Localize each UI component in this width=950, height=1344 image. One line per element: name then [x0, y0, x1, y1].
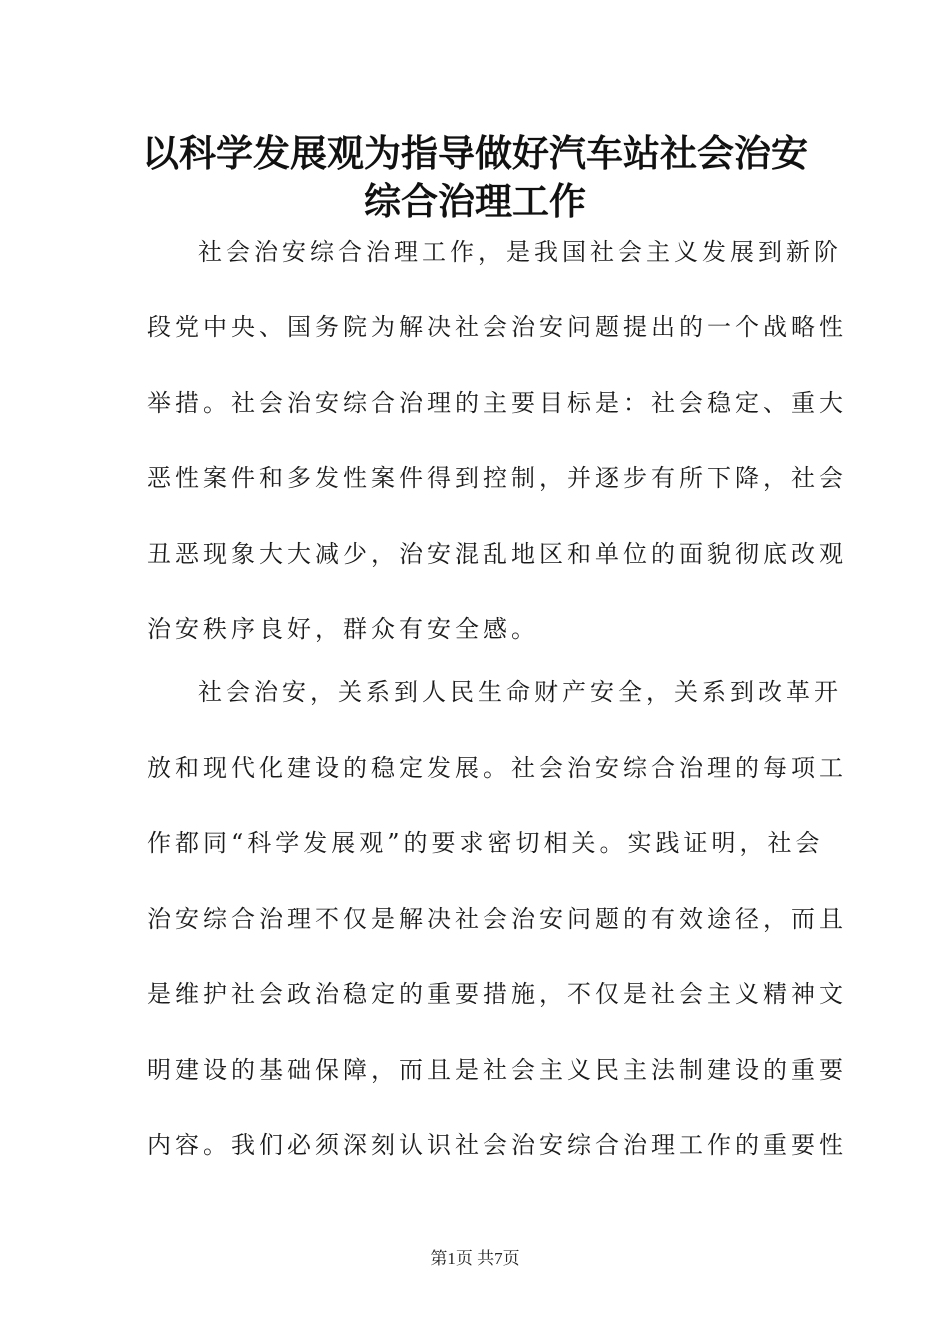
paragraph-2-line-7: 内容。我们必须深刻认识社会治安综合治理工作的重要性 [147, 1131, 847, 1159]
paragraph-1-line-5: 丑恶现象大大减少，治安混乱地区和单位的面貌彻底改观 [147, 540, 847, 568]
page-number-footer: 第1页 共7页 [430, 1249, 520, 1268]
paragraph-1-line-1: 社会治安综合治理工作，是我国社会主义发展到新阶 [198, 238, 842, 266]
paragraph-2-line-4: 治安综合治理不仅是解决社会治安问题的有效途径，而且 [147, 905, 847, 933]
paragraph-2-line-1: 社会治安，关系到人民生命财产安全，关系到改革开 [198, 678, 842, 706]
paragraph-1-line-2: 段党中央、国务院为解决社会治安问题提出的一个战略性 [147, 313, 847, 341]
document-title-line-2: 综合治理工作 [364, 179, 586, 223]
document-title-line-1: 以科学发展观为指导做好汽车站社会治安 [142, 131, 808, 175]
paragraph-1-line-6: 治安秩序良好，群众有安全感。 [147, 615, 539, 643]
paragraph-1-line-4: 恶性案件和多发性案件得到控制，并逐步有所下降，社会 [147, 464, 847, 492]
paragraph-2-line-5: 是维护社会政治稳定的重要措施，不仅是社会主义精神文 [147, 980, 847, 1008]
paragraph-2-line-2: 放和现代化建设的稳定发展。社会治安综合治理的每项工 [147, 754, 847, 782]
paragraph-2-line-3: 作都同“科学发展观”的要求密切相关。实践证明，社会 [147, 829, 824, 857]
paragraph-2-line-6: 明建设的基础保障，而且是社会主义民主法制建设的重要 [147, 1056, 847, 1084]
paragraph-1-line-3: 举措。社会治安综合治理的主要目标是：社会稳定、重大 [147, 389, 847, 417]
